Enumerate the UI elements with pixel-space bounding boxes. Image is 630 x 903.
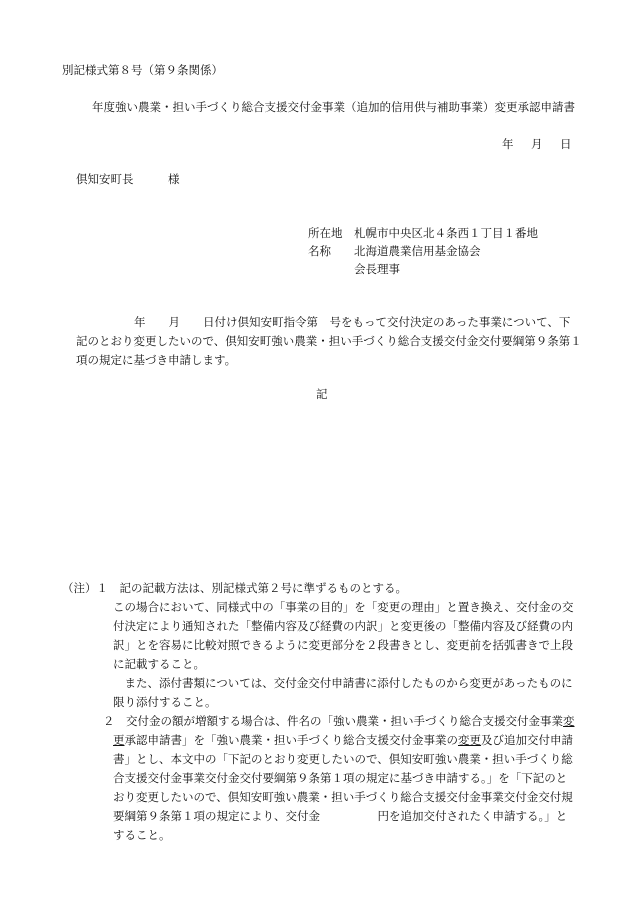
applicant-representative: 会長理事 [354, 262, 400, 276]
underlined-text: 変更 [458, 733, 481, 747]
note-line [113, 735, 573, 747]
applicant-address-label: 所在地 [308, 226, 343, 240]
note-line: おり変更したいので、倶知安町強い農業・担い手づくり総合支援交付金事業交付金交付規 [113, 790, 573, 804]
underlined-text: 変 [563, 714, 575, 728]
applicant-name: 北海道農業信用基金協会 [354, 244, 481, 258]
note-line: に記載すること。 [113, 657, 205, 671]
note-2-heading [103, 716, 575, 728]
note-text: 及び追加交付申請 [481, 733, 573, 747]
note-line: すること。 [113, 828, 171, 842]
note-line: 書」とし、本文中の「下記のとおり変更したいので、倶知安町強い農業・担い手づくり総 [113, 752, 573, 766]
note-line: この場合において、同様式中の「事業の目的」を「変更の理由」と置き換え、交付金の交 [113, 600, 574, 614]
applicant-address: 札幌市中央区北４条西１丁目１番地 [354, 226, 538, 240]
note-line: 限り添付すること。 [113, 695, 217, 709]
date-line: 年 月 日 [502, 137, 575, 151]
ki-heading: 記 [316, 387, 328, 401]
document-title: 年度強い農業・担い手づくり総合支援交付金事業（追加的信用供与補助事業）変更承認申請書 [92, 100, 575, 114]
addressee: 倶知安町長 様 [76, 172, 180, 186]
note-2-text: ２ 交付金の額が増額する場合は、件名の「強い農業・担い手づくり総合支援交付金事業 [103, 714, 563, 728]
note-line: 合支援交付金事業交付金交付要綱第９条第１項の規定に基づき申請する。」を「下記のと [113, 771, 568, 785]
form-number: 別記様式第８号（第９条関係） [62, 63, 223, 77]
note-1-heading: （注）１ 記の記載方法は、別記様式第２号に準ずるものとする。 [62, 581, 407, 595]
note-line: また、添付書類については、交付金交付申請書に添付したものから変更があったものに [113, 676, 573, 690]
note-line: 付決定により通知された「整備内容及び経費の内訳」と変更後の「整備内容及び経費の内 [113, 619, 573, 633]
body-line: 記のとおり変更したいので、倶知安町強い農業・担い手づくり総合支援交付金交付要綱第９条第１ [76, 334, 582, 348]
note-text: 承認申請書」を「強い農業・担い手づくり総合支援交付金事業の [124, 733, 458, 747]
note-line: 要綱第９条第１項の規定により、交付金 円を追加交付されたく申請する。」と [113, 809, 568, 823]
underlined-text: 更 [113, 733, 125, 747]
applicant-name-label: 名称 [308, 244, 331, 258]
note-line: 訳」とを容易に比較対照できるように変更部分を２段書きとし、変更前を括弧書きで上段 [113, 638, 573, 652]
body-line: 項の規定に基づき申請します。 [76, 353, 237, 367]
body-line: 年 月 日付け倶知安町指令第 号をもって交付決定のあった事業について、下 [134, 315, 571, 329]
